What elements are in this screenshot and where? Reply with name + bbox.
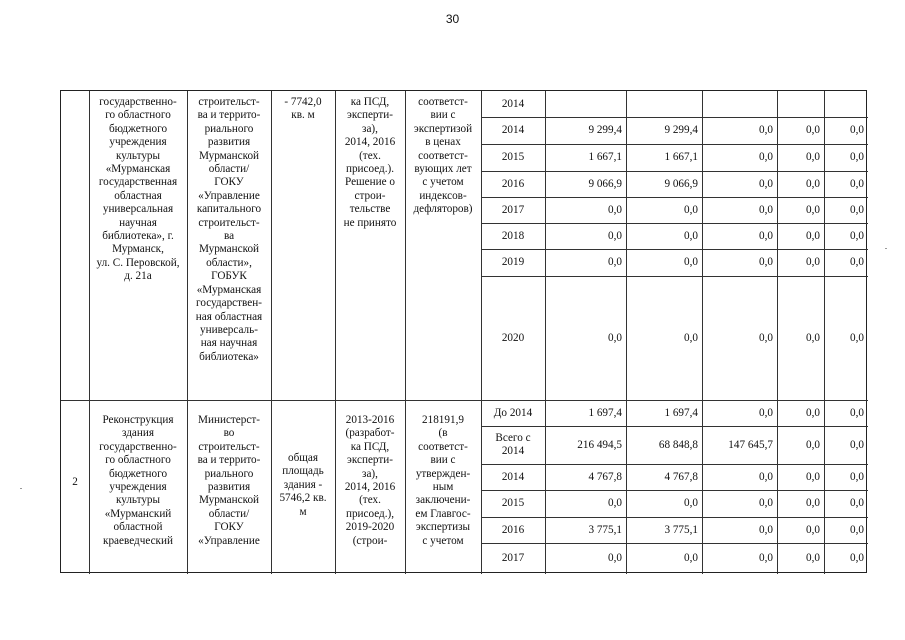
block2-value-v3: 0,0 — [806, 497, 820, 509]
block2-value-v3: 0,0 — [806, 471, 820, 483]
block2-value-v2: 147 645,7 — [728, 439, 773, 451]
capacity-1: - 7742,0 кв. м — [284, 96, 322, 122]
block2-value-total: 3 775,1 — [588, 524, 622, 536]
block1-value-v2: 0,0 — [759, 332, 773, 344]
block2-value-v3: 0,0 — [806, 524, 820, 536]
block2-value-v1: 0,0 — [684, 552, 698, 564]
grid-h-line — [61, 400, 868, 401]
block1-year: 2016 — [501, 178, 525, 190]
block2-value-v4: 0,0 — [850, 439, 864, 451]
grid-h-line — [481, 171, 868, 172]
capacity-2: общая площадь здания - 5746,2 кв. м — [279, 452, 327, 518]
investment-table — [60, 90, 867, 573]
block2-value-v3: 0,0 — [806, 439, 820, 451]
block1-year: 2014 — [501, 124, 525, 136]
block1-value-total: 0,0 — [608, 204, 622, 216]
block2-value-v1: 4 767,8 — [664, 471, 698, 483]
grid-h-line — [481, 543, 868, 544]
block1-value-v4: 0,0 — [850, 256, 864, 268]
row-index-2: 2 — [72, 476, 78, 488]
block2-value-v4: 0,0 — [850, 471, 864, 483]
block2-value-v1: 3 775,1 — [664, 524, 698, 536]
block2-year: 2017 — [501, 552, 525, 564]
grid-h-line — [481, 426, 868, 427]
block1-value-v4: 0,0 — [850, 230, 864, 242]
block2-value-total: 1 697,4 — [588, 407, 622, 419]
block1-value-v3: 0,0 — [806, 124, 820, 136]
block2-value-v2: 0,0 — [759, 524, 773, 536]
grid-v-line — [777, 91, 778, 574]
block2-value-v3: 0,0 — [806, 552, 820, 564]
dates-2: 2013-2016 (разработ- ка ПСД, эксперти- за), 2014, 2016 (тех. присоед.), 2019-2020 (строи- — [344, 414, 396, 547]
block2-year: 2014 — [501, 471, 525, 483]
grid-h-line — [481, 249, 868, 250]
cost-2: 218191,9 (в соответст- вии с утвержден- ным заключени- ем Главгос- экспертизы с учетом — [415, 414, 471, 547]
block2-year: До 2014 — [493, 407, 533, 419]
block1-value-total: 9 299,4 — [588, 124, 622, 136]
block1-value-v3: 0,0 — [806, 332, 820, 344]
grid-v-line — [702, 91, 703, 574]
grid-h-line — [481, 276, 868, 277]
block2-value-total: 0,0 — [608, 497, 622, 509]
block1-value-v2: 0,0 — [759, 204, 773, 216]
scan-speck — [885, 248, 887, 249]
block1-value-total: 0,0 — [608, 332, 622, 344]
block2-year: 2015 — [501, 497, 525, 509]
grid-v-line — [481, 91, 482, 574]
block1-value-v4: 0,0 — [850, 124, 864, 136]
block2-value-v3: 0,0 — [806, 407, 820, 419]
grid-h-line — [481, 517, 868, 518]
block1-value-v1: 0,0 — [684, 204, 698, 216]
customer-1: строительст- ва и террито- риального развития Мурманской области/ ГОКУ «Управление капитального строительст- ва Мурманской области», ГОБУК «Мурманская государствен- ная областная универсаль- ная научная библиотека» — [195, 96, 263, 363]
block2-value-total: 0,0 — [608, 552, 622, 564]
grid-h-line — [481, 464, 868, 465]
block2-value-v4: 0,0 — [850, 552, 864, 564]
block1-year: 2017 — [501, 204, 525, 216]
block1-value-v4: 0,0 — [850, 151, 864, 163]
grid-v-line — [626, 91, 627, 574]
block1-year: 2020 — [501, 332, 525, 344]
cost-1: соответст- вии с экспертизой в ценах соответст- вующих лет с учетом индексов- дефляторов) — [413, 96, 473, 216]
grid-h-line — [481, 144, 868, 145]
block2-value-v2: 0,0 — [759, 497, 773, 509]
page-number: 30 — [445, 12, 460, 26]
block1-value-v1: 0,0 — [684, 256, 698, 268]
block1-value-v3: 0,0 — [806, 151, 820, 163]
block2-value-v4: 0,0 — [850, 407, 864, 419]
block1-value-v4: 0,0 — [850, 204, 864, 216]
block1-year: 2015 — [501, 151, 525, 163]
block1-value-v2: 0,0 — [759, 124, 773, 136]
block1-year: 2018 — [501, 230, 525, 242]
block1-value-total: 0,0 — [608, 256, 622, 268]
block1-value-v1: 0,0 — [684, 230, 698, 242]
block2-value-v2: 0,0 — [759, 471, 773, 483]
object-name-1: государственно- го областного бюджетного учреждения культуры «Мурманская государственная областная универсальная научная библиотека», г. Мурманск, ул. С. Перовской, д. 21а — [96, 96, 180, 283]
block1-value-v2: 0,0 — [759, 178, 773, 190]
block1-value-v4: 0,0 — [850, 178, 864, 190]
block1-value-v1: 9 066,9 — [664, 178, 698, 190]
dates-1: ка ПСД, эксперти- за), 2014, 2016 (тех. присоед.). Решение о строи- тельстве не принято — [343, 96, 397, 229]
block2-value-v2: 0,0 — [759, 552, 773, 564]
block2-value-v1: 68 848,8 — [658, 439, 698, 451]
block1-value-total: 1 667,1 — [588, 151, 622, 163]
block1-value-total: 9 066,9 — [588, 178, 622, 190]
block2-value-v1: 1 697,4 — [664, 407, 698, 419]
grid-h-line — [481, 490, 868, 491]
block2-value-v1: 0,0 — [684, 497, 698, 509]
scan-speck — [20, 488, 22, 489]
block1-year: 2019 — [501, 256, 525, 268]
grid-v-line — [824, 91, 825, 574]
grid-v-line — [545, 91, 546, 574]
object-name-2: Реконструкция здания государственно- го областного бюджетного учреждения культуры «Мурманский областной краеведческий — [99, 414, 177, 547]
block1-value-v1: 1 667,1 — [664, 151, 698, 163]
block1-value-total: 0,0 — [608, 230, 622, 242]
block2-value-total: 216 494,5 — [577, 439, 622, 451]
block1-value-v1: 0,0 — [684, 332, 698, 344]
block2-value-total: 4 767,8 — [588, 471, 622, 483]
block2-year: Всего с 2014 — [495, 432, 531, 457]
block1-year: 2014 — [501, 98, 525, 110]
block1-value-v3: 0,0 — [806, 230, 820, 242]
block2-value-v4: 0,0 — [850, 524, 864, 536]
grid-h-line — [481, 197, 868, 198]
block1-value-v2: 0,0 — [759, 151, 773, 163]
customer-2: Министерст- во строительст- ва и террито- риального развития Мурманской области/ ГОКУ «Управление — [197, 414, 261, 547]
block1-value-v4: 0,0 — [850, 332, 864, 344]
block2-value-v2: 0,0 — [759, 407, 773, 419]
block1-value-v2: 0,0 — [759, 256, 773, 268]
block1-value-v3: 0,0 — [806, 204, 820, 216]
grid-h-line — [481, 117, 868, 118]
grid-h-line — [481, 223, 868, 224]
block1-value-v3: 0,0 — [806, 256, 820, 268]
block1-value-v2: 0,0 — [759, 230, 773, 242]
block1-value-v3: 0,0 — [806, 178, 820, 190]
block2-year: 2016 — [501, 524, 525, 536]
block1-value-v1: 9 299,4 — [664, 124, 698, 136]
block2-value-v4: 0,0 — [850, 497, 864, 509]
